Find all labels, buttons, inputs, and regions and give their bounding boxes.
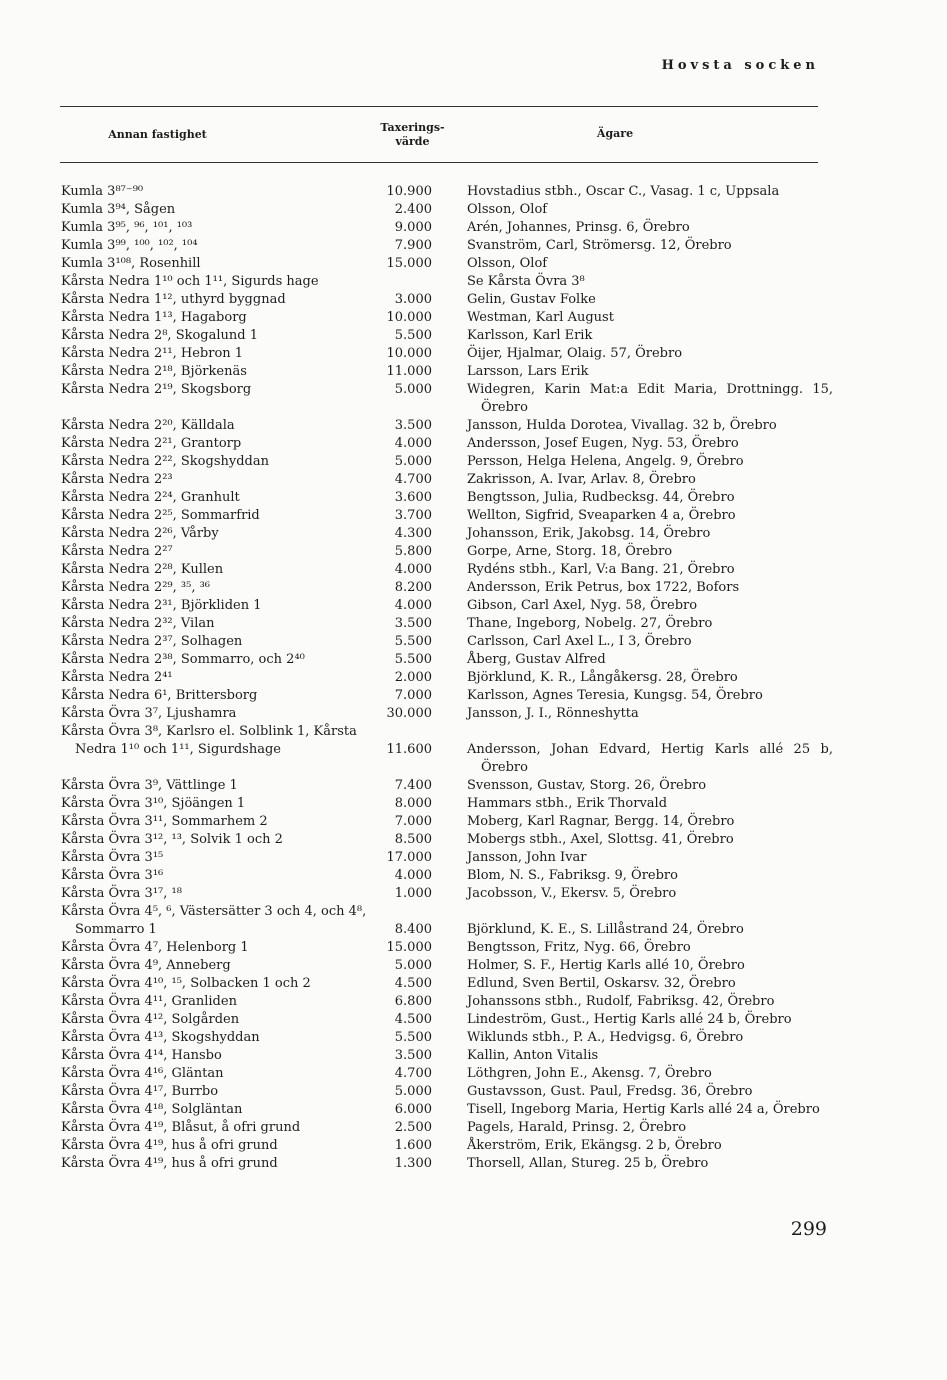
property-cell: Kårsta Nedra 1¹², uthyrd byggnad [61,292,286,307]
value-cell: 6.800 [394,994,432,1009]
property-cell: Kårsta Övra 4¹⁰, ¹⁵, Solbacken 1 och 2 [61,976,311,991]
table-row [0,201,947,219]
property-cell: Kårsta Nedra 6¹, Brittersborg [61,688,258,703]
owner-cell: Arén, Johannes, Prinsg. 6, Örebro [467,220,690,235]
table-row [0,831,947,849]
table-row [0,813,947,831]
owner-cell: Åberg, Gustav Alfred [467,652,606,667]
table-row [0,309,947,327]
table-row [0,975,947,993]
owner-cell: Widegren, Karin Mat:a Edit Maria, Drottningg. 15, Örebro [467,382,833,415]
table-row [0,669,947,687]
owner-cell: Pagels, Harald, Prinsg. 2, Örebro [467,1120,687,1135]
value-cell: 10.900 [386,184,432,199]
value-cell: 4.700 [394,472,432,487]
value-cell: 2.500 [394,1120,432,1135]
table-row [0,435,947,453]
table-row [0,1047,947,1065]
table-row [0,723,947,777]
table-row [0,579,947,597]
value-cell: 8.500 [394,832,432,847]
table-row [0,237,947,255]
table-row [0,543,947,561]
table-row [0,777,947,795]
property-cell: Kårsta Nedra 2⁴¹ [61,670,173,685]
owner-cell: Tisell, Ingeborg Maria, Hertig Karls allé 24 a, Örebro [467,1102,820,1117]
owner-cell: Bengtsson, Julia, Rudbecksg. 44, Örebro [467,490,735,505]
value-cell: 7.900 [394,238,432,253]
owner-cell: Olsson, Olof [467,202,548,217]
value-cell: 2.400 [394,202,432,217]
table-row [0,615,947,633]
property-cell: Kumla 3¹⁰⁸, Rosenhill [61,256,201,271]
property-cell: Kårsta Övra 4¹⁹, hus å ofri grund [61,1138,278,1153]
value-cell: 8.200 [394,580,432,595]
header-value [370,121,455,149]
owner-cell: Carlsson, Carl Axel L., I 3, Örebro [467,634,692,649]
value-cell: 4.000 [394,868,432,883]
property-cell: Kårsta Nedra 2¹⁸, Björkenäs [61,364,247,379]
value-cell: 1.300 [394,1156,432,1171]
value-cell: 10.000 [386,310,432,325]
value-cell: 5.500 [394,652,432,667]
owner-cell: Kallin, Anton Vitalis [467,1048,599,1063]
table-row [0,525,947,543]
header-rule [60,162,818,163]
owner-cell: Björklund, K. R., Långåkersg. 28, Örebro [467,670,738,685]
owner-cell: Thane, Ingeborg, Nobelg. 27, Örebro [467,616,713,631]
table-row [0,993,947,1011]
owner-cell: Åkerström, Erik, Ekängsg. 2 b, Örebro [467,1138,722,1153]
value-cell: 4.300 [394,526,432,541]
table-row [0,327,947,345]
table-row [0,597,947,615]
value-cell: 30.000 [386,706,432,721]
owner-cell: Gorpe, Arne, Storg. 18, Örebro [467,544,673,559]
owner-cell: Edlund, Sven Bertil, Oskarsv. 32, Örebro [467,976,736,991]
property-cell: Kårsta Övra 4¹⁸, Solgläntan [61,1102,243,1117]
value-cell: 4.000 [394,436,432,451]
property-cell: Kårsta Övra 4⁵, ⁶, Västersätter 3 och 4, och 4⁸, Sommarro 1 [61,904,367,937]
property-cell: Kårsta Nedra 2²³ [61,472,173,487]
owner-cell: Hammars stbh., Erik Thorvald [467,796,668,811]
top-rule [60,106,818,107]
owner-cell: Gustavsson, Gust. Paul, Fredsg. 36, Örebro [467,1084,753,1099]
table-row [0,255,947,273]
owner-cell: Wellton, Sigfrid, Sveaparken 4 a, Örebro [467,508,736,523]
property-cell: Kumla 3⁸⁷⁻⁹⁰ [61,184,144,199]
property-cell: Kårsta Övra 4⁷, Helenborg 1 [61,940,249,955]
property-cell: Kårsta Nedra 2¹⁹, Skogsborg [61,382,252,397]
value-cell: 5.500 [394,1030,432,1045]
owner-cell: Lindeström, Gust., Hertig Karls allé 24 b, Örebro [467,1012,792,1027]
property-cell: Kårsta Nedra 2²⁹, ³⁵, ³⁶ [61,580,211,595]
owner-cell: Jacobsson, V., Ekersv. 5, Örebro [467,886,677,901]
owner-cell: Persson, Helga Helena, Angelg. 9, Örebro [467,454,744,469]
owner-cell: Jansson, J. I., Rönneshytta [467,706,639,721]
owner-cell: Wiklunds stbh., P. A., Hedvigsg. 6, Örebro [467,1030,744,1045]
property-cell: Kårsta Övra 3⁹, Vättlinge 1 [61,778,238,793]
property-cell: Kårsta Övra 3¹¹, Sommarhem 2 [61,814,268,829]
property-cell: Kårsta Övra 4⁹, Anneberg [61,958,231,973]
value-cell: 17.000 [386,850,432,865]
owner-cell: Rydéns stbh., Karl, V:a Bang. 21, Örebro [467,562,735,577]
header-property: Annan fastighet [108,128,207,141]
table-row [0,795,947,813]
owner-cell: Andersson, Josef Eugen, Nyg. 53, Örebro [467,436,739,451]
table-row [0,705,947,723]
table-row [0,1137,947,1155]
owner-cell: Johanssons stbh., Rudolf, Fabriksg. 42, Örebro [467,994,775,1009]
property-cell: Kårsta Nedra 2²⁸, Kullen [61,562,224,577]
table-row [0,1119,947,1137]
value-cell: 4.000 [394,598,432,613]
value-cell: 5.500 [394,634,432,649]
value-cell: 5.000 [394,382,432,397]
property-cell: Kårsta Nedra 2³⁸, Sommarro, och 2⁴⁰ [61,652,305,667]
value-cell: 1.600 [394,1138,432,1153]
header-value-line1: Taxerings- [380,121,445,134]
property-cell: Kårsta Nedra 2²⁶, Vårby [61,526,219,541]
table-row [0,939,947,957]
owner-cell: Karlsson, Karl Erik [467,328,593,343]
value-cell: 6.000 [394,1102,432,1117]
owner-cell: Björklund, K. E., S. Lillåstrand 24, Örebro [467,922,744,937]
value-cell: 3.700 [394,508,432,523]
property-cell: Kårsta Nedra 2²⁷ [61,544,173,559]
value-cell: 3.500 [394,1048,432,1063]
property-cell: Kårsta Övra 3⁸, Karlsro el. Solblink 1, Kårsta Nedra 1¹⁰ och 1¹¹, Sigurdshage [61,724,357,757]
value-cell: 11.000 [386,364,432,379]
property-cell: Kårsta Övra 4¹³, Skogshyddan [61,1030,260,1045]
owner-cell: Gelin, Gustav Folke [467,292,596,307]
owner-cell: Moberg, Karl Ragnar, Bergg. 14, Örebro [467,814,735,829]
property-cell: Kårsta Övra 3¹⁷, ¹⁸ [61,886,182,901]
table-row [0,849,947,867]
table-row [0,363,947,381]
owner-cell: Larsson, Lars Erik [467,364,589,379]
table-row [0,381,947,417]
table-row [0,651,947,669]
table-row [0,471,947,489]
property-cell: Kårsta Nedra 2³¹, Björkliden 1 [61,598,262,613]
owner-cell: Thorsell, Allan, Stureg. 25 b, Örebro [467,1156,709,1171]
header-owner: Ägare [596,127,634,140]
owner-cell: Holmer, S. F., Hertig Karls allé 10, Örebro [467,958,745,973]
value-cell: 9.000 [394,220,432,235]
page-number: 299 [790,1218,827,1240]
value-cell: 7.400 [394,778,432,793]
property-cell: Kårsta Övra 3⁷, Ljushamra [61,706,237,721]
table-row [0,219,947,237]
property-cell: Kårsta Nedra 1¹⁰ och 1¹¹, Sigurds hage [61,274,319,289]
owner-cell: Öijer, Hjalmar, Olaig. 57, Örebro [467,346,683,361]
value-cell: 3.000 [394,292,432,307]
property-cell: Kårsta Övra 4¹⁶, Gläntan [61,1066,224,1081]
owner-cell: Karlsson, Agnes Teresia, Kungsg. 54, Örebro [467,688,763,703]
value-cell: 4.500 [394,1012,432,1027]
table-row [0,1011,947,1029]
value-cell: 8.400 [394,922,432,937]
property-cell: Kårsta Övra 3¹⁶ [61,868,164,883]
section-title: Hovsta socken [661,58,819,73]
value-cell: 7.000 [394,814,432,829]
property-cell: Kårsta Övra 4¹⁴, Hansbo [61,1048,222,1063]
property-cell: Kumla 3⁹⁵, ⁹⁶, ¹⁰¹, ¹⁰³ [61,220,193,235]
owner-cell: Andersson, Erik Petrus, box 1722, Bofors [467,580,740,595]
property-cell: Kumla 3⁹⁹, ¹⁰⁰, ¹⁰², ¹⁰⁴ [61,238,198,253]
property-cell: Kårsta Nedra 2³², Vilan [61,616,215,631]
owner-cell: Zakrisson, A. Ivar, Arlav. 8, Örebro [467,472,696,487]
owner-cell: Jansson, Hulda Dorotea, Vivallag. 32 b, Örebro [467,418,777,433]
table-row [0,1065,947,1083]
owner-cell: Löthgren, John E., Akensg. 7, Örebro [467,1066,712,1081]
property-cell: Kårsta Nedra 1¹³, Hagaborg [61,310,247,325]
header-value-line2: värde [395,135,430,148]
owner-cell: Jansson, John Ivar [467,850,587,865]
property-cell: Kårsta Övra 4¹⁷, Burrbo [61,1084,219,1099]
value-cell: 8.000 [394,796,432,811]
property-cell: Kårsta Nedra 2²¹, Grantorp [61,436,242,451]
property-cell: Kårsta Övra 3¹², ¹³, Solvik 1 och 2 [61,832,283,847]
table-row [0,867,947,885]
property-table [0,183,947,1173]
property-cell: Kårsta Nedra 2²⁴, Granhult [61,490,240,505]
value-cell: 3.600 [394,490,432,505]
owner-cell: Olsson, Olof [467,256,548,271]
table-row [0,687,947,705]
value-cell: 5.000 [394,958,432,973]
table-row [0,1029,947,1047]
value-cell: 3.500 [394,616,432,631]
table-row [0,507,947,525]
value-cell: 4.700 [394,1066,432,1081]
value-cell: 5.000 [394,1084,432,1099]
table-row [0,183,947,201]
property-cell: Kårsta Övra 4¹², Solgården [61,1012,240,1027]
owner-cell: Bengtsson, Fritz, Nyg. 66, Örebro [467,940,691,955]
table-row [0,633,947,651]
property-cell: Kårsta Övra 4¹⁹, hus å ofri grund [61,1156,278,1171]
owner-cell: Se Kårsta Övra 3⁸ [467,274,585,289]
table-row [0,1101,947,1119]
table-row [0,489,947,507]
property-cell: Kårsta Övra 4¹¹, Granliden [61,994,237,1009]
property-cell: Kårsta Övra 3¹⁰, Sjöängen 1 [61,796,246,811]
table-row [0,291,947,309]
value-cell: 5.800 [394,544,432,559]
table-row [0,885,947,903]
value-cell: 7.000 [394,688,432,703]
property-cell: Kårsta Nedra 2²⁰, Källdala [61,418,235,433]
property-cell: Kårsta Nedra 2¹¹, Hebron 1 [61,346,244,361]
table-row [0,1083,947,1101]
value-cell: 11.600 [386,742,432,757]
property-cell: Kårsta Nedra 2²², Skogshyddan [61,454,269,469]
value-cell: 2.000 [394,670,432,685]
owner-cell: Gibson, Carl Axel, Nyg. 58, Örebro [467,598,698,613]
value-cell: 5.500 [394,328,432,343]
owner-cell: Andersson, Johan Edvard, Hertig Karls allé 25 b, Örebro [467,742,833,775]
value-cell: 15.000 [386,256,432,271]
table-row [0,1155,947,1173]
value-cell: 4.500 [394,976,432,991]
table-row [0,957,947,975]
table-row [0,345,947,363]
owner-cell: Hovstadius stbh., Oscar C., Vasag. 1 c, Uppsala [467,184,780,199]
table-row [0,453,947,471]
owner-cell: Svanström, Carl, Strömersg. 12, Örebro [467,238,732,253]
owner-cell: Svensson, Gustav, Storg. 26, Örebro [467,778,707,793]
table-row [0,417,947,435]
owner-cell: Blom, N. S., Fabriksg. 9, Örebro [467,868,678,883]
owner-cell: Westman, Karl August [467,310,614,325]
property-cell: Kårsta Nedra 2³⁷, Solhagen [61,634,243,649]
table-row [0,273,947,291]
property-cell: Kårsta Nedra 2⁸, Skogalund 1 [61,328,258,343]
property-cell: Kårsta Övra 4¹⁹, Blåsut, å ofri grund [61,1120,301,1135]
value-cell: 4.000 [394,562,432,577]
value-cell: 10.000 [386,346,432,361]
property-cell: Kårsta Övra 3¹⁵ [61,850,164,865]
value-cell: 5.000 [394,454,432,469]
value-cell: 15.000 [386,940,432,955]
owner-cell: Johansson, Erik, Jakobsg. 14, Örebro [467,526,711,541]
property-cell: Kumla 3⁹⁴, Sågen [61,202,176,217]
table-row [0,903,947,939]
table-row [0,561,947,579]
value-cell: 1.000 [394,886,432,901]
value-cell: 3.500 [394,418,432,433]
property-cell: Kårsta Nedra 2²⁵, Sommarfrid [61,508,260,523]
owner-cell: Mobergs stbh., Axel, Slottsg. 41, Örebro [467,832,734,847]
